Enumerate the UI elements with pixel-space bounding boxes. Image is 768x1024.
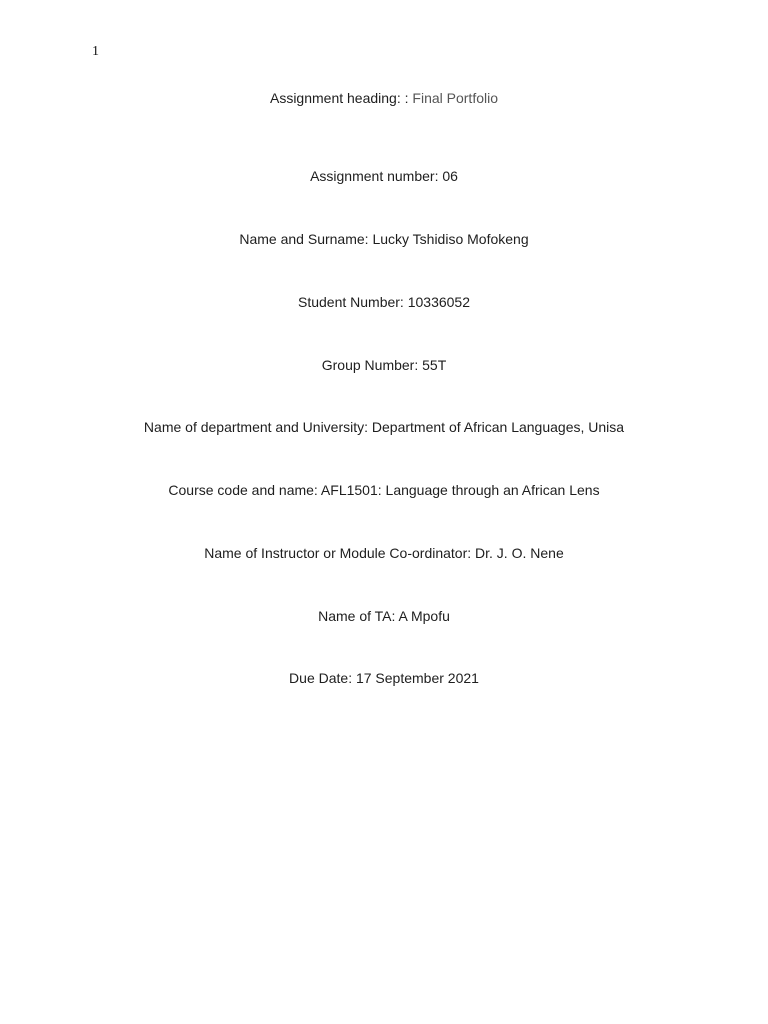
group-number: Group Number: 55T — [321, 357, 447, 373]
assignment-heading-label: Assignment heading: : — [269, 90, 413, 106]
department-and-university: Name of department and University: Department of African Languages, Unisa — [143, 419, 625, 435]
assignment-heading — [0, 89, 768, 107]
name-and-surname: Name and Surname: Lucky Tshidiso Mofokeng — [239, 231, 529, 247]
assignment-number: Assignment number: 06 — [310, 168, 458, 184]
assignment-heading-value: Final Portfolio — [412, 90, 498, 106]
due-date: Due Date: 17 September 2021 — [289, 670, 479, 686]
instructor-name: Name of Instructor or Module Co-ordinator: Dr. J. O. Nene — [204, 545, 564, 561]
course-code-and-name: Course code and name: AFL1501: Language through an African Lens — [168, 482, 600, 498]
ta-name: Name of TA: A Mpofu — [318, 608, 450, 624]
page-number: 1 — [92, 44, 99, 59]
student-number: Student Number: 10336052 — [297, 294, 470, 310]
